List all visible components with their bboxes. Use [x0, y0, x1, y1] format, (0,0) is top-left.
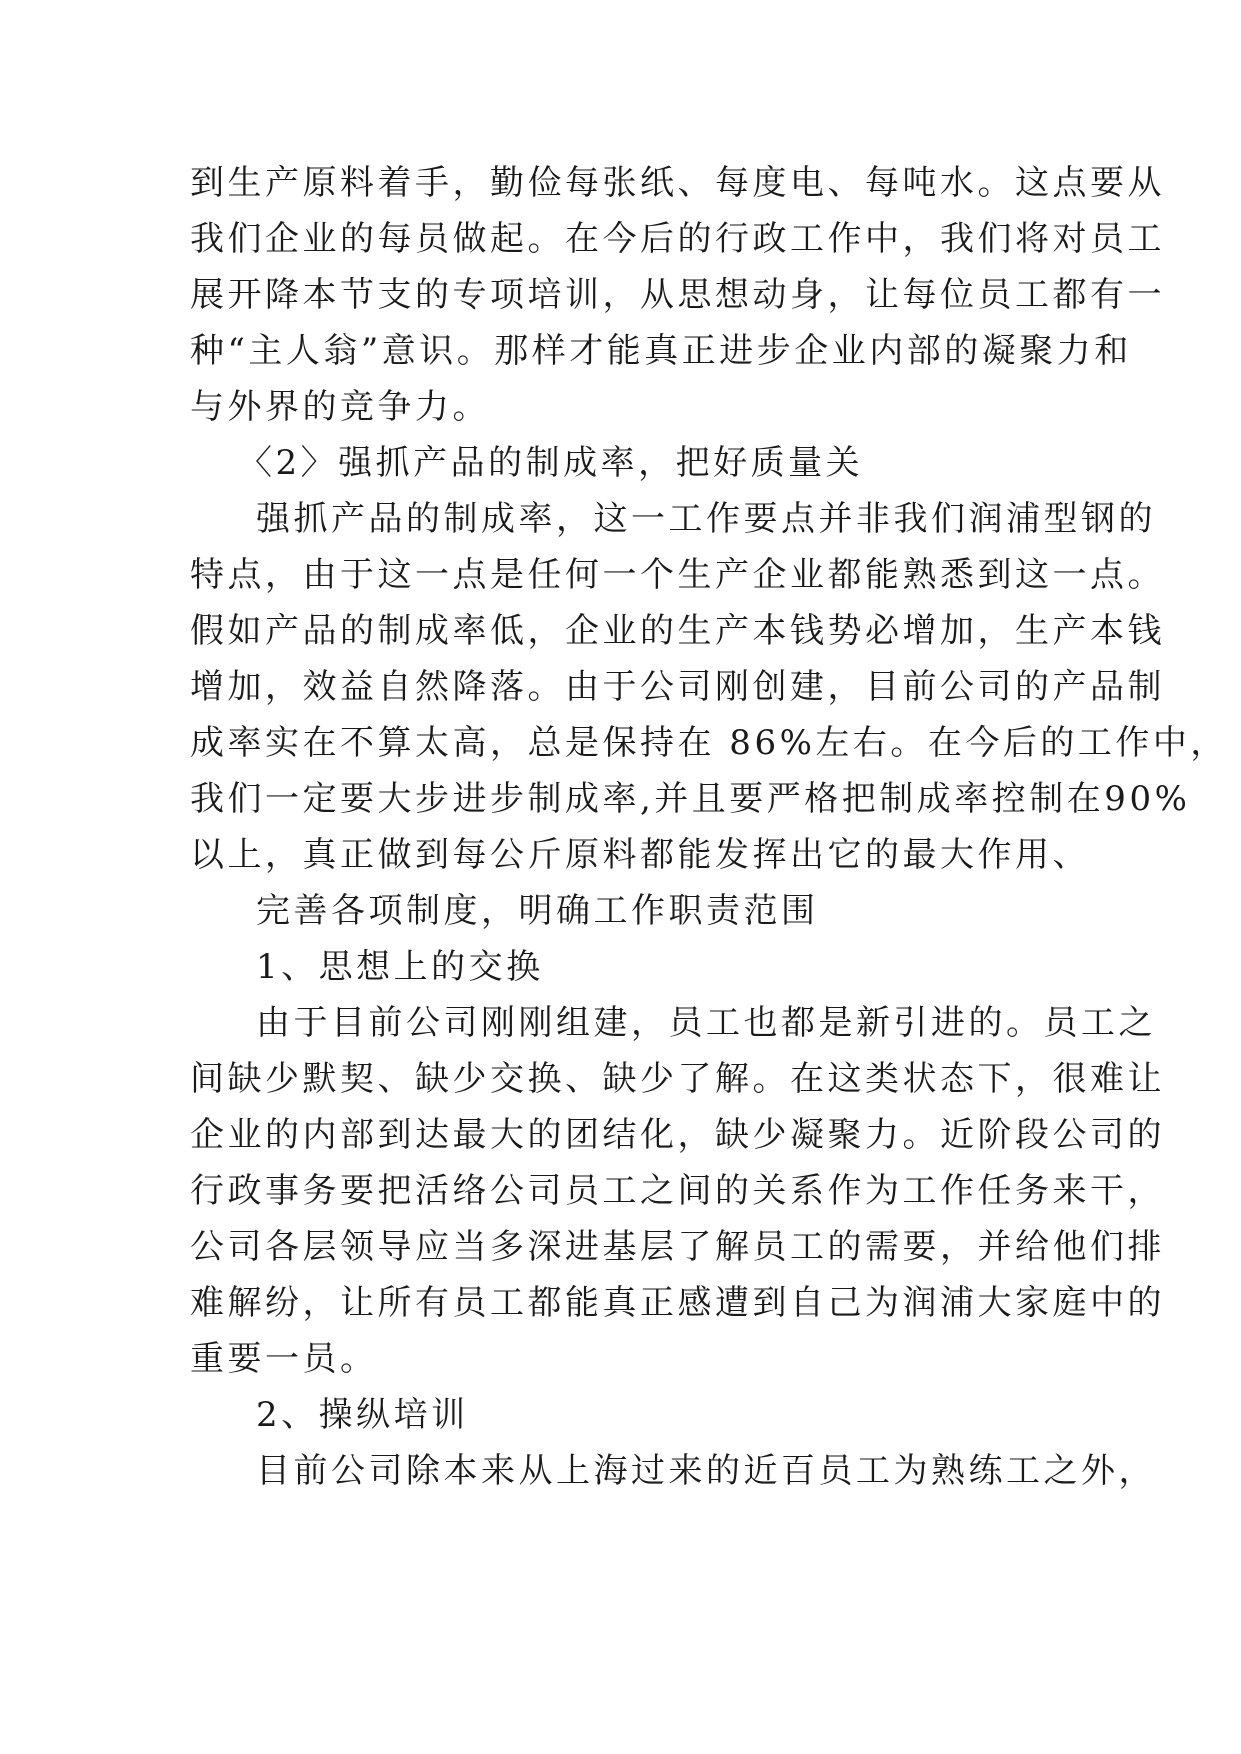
text-line: 我们一定要大步进步制成率,并且要严格把制成率控制在90% [190, 779, 1191, 819]
text-line: 种“主人翁”意识。那样才能真正进步企业内部的凝聚力和 [190, 331, 1132, 371]
text-line: 到生产原料着手，勤俭每张纸、每度电、每吨水。这点要从 [190, 163, 1165, 203]
section-heading: 1、思想上的交换 [256, 947, 544, 987]
text-line: 公司各层领导应当多深进基层了解员工的需要，并给他们排 [190, 1227, 1165, 1267]
text-line: 与外界的竞争力。 [190, 387, 490, 427]
text-line: 展开降本节支的专项培训，从思想动身，让每位员工都有一 [190, 275, 1165, 315]
text-line: 强抓产品的制成率，这一工作要点并非我们润浦型钢的 [256, 499, 1156, 539]
text-line: 行政事务要把活络公司员工之间的关系作为工作任务来干， [190, 1171, 1165, 1211]
section-heading: 完善各项制度，明确工作职责范围 [256, 891, 819, 931]
text-line: 我们企业的每员做起。在今后的行政工作中，我们将对员工 [190, 219, 1165, 259]
text-line: 重要一员。 [190, 1339, 378, 1379]
text-line: 成率实在不算太高，总是保持在 86%左右。在今后的工作中， [190, 723, 1228, 763]
text-line: 增加，效益自然降落。由于公司刚创建，目前公司的产品制 [190, 667, 1165, 707]
section-heading: 〈2〉强抓产品的制成率，把好质量关 [238, 443, 864, 483]
text-line: 难解纷，让所有员工都能真正感遭到自己为润浦大家庭中的 [190, 1283, 1165, 1323]
text-line: 特点，由于这一点是任何一个生产企业都能熟悉到这一点。 [190, 555, 1165, 595]
text-line: 目前公司除本来从上海过来的近百员工为熟练工之外， [256, 1451, 1156, 1491]
text-line: 以上，真正做到每公斤原料都能发挥出它的最大作用、 [190, 835, 1090, 875]
section-heading: 2、操纵培训 [256, 1395, 469, 1435]
text-line: 由于目前公司刚刚组建，员工也都是新引进的。员工之 [256, 1003, 1156, 1043]
text-line: 间缺少默契、缺少交换、缺少了解。在这类状态下，很难让 [190, 1059, 1165, 1099]
text-line: 企业的内部到达最大的团结化，缺少凝聚力。近阶段公司的 [190, 1115, 1165, 1155]
text-line: 假如产品的制成率低，企业的生产本钱势必增加，生产本钱 [190, 611, 1165, 651]
